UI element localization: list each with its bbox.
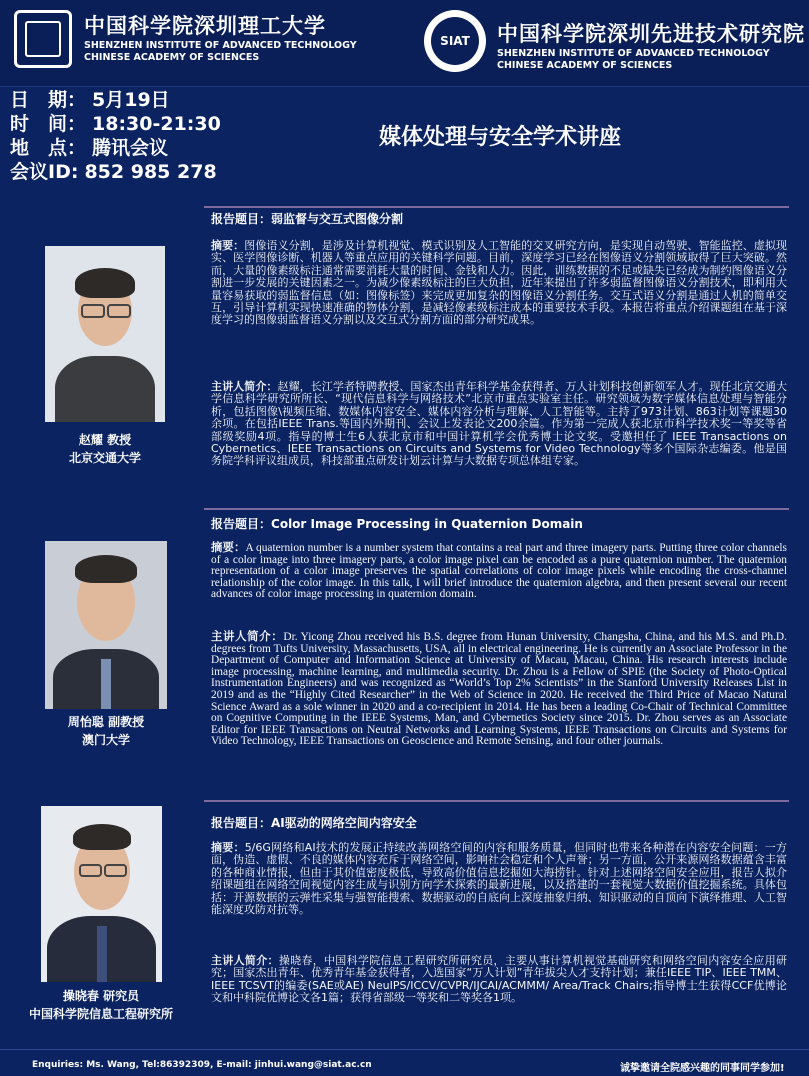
time-value: 18:30-21:30	[92, 113, 221, 135]
speaker3-caption	[11, 987, 191, 1023]
header	[0, 0, 809, 87]
abstract-text: A quaternion number is a number system that contains a real part and three imagery parts. Putting three color channels of a color image into three imagery parts, a color image pixel can be encoded as a pure quaternion number. The quaternion representation of a color image preserves the spatial correlations of color image pixels while encoding the cross-channel relationship of the color image. In this talk, I will brief introduce the quaternion algebra, and then present several our recent advances of color image processing in quaternion domain.	[211, 542, 787, 601]
talk1-abstract	[211, 240, 787, 327]
right-org-en2: CHINESE ACADEMY OF SCIENCES	[497, 60, 673, 71]
footer	[0, 1049, 809, 1076]
topic-label: 报告题目：	[211, 212, 272, 226]
bio-text: 赵耀，长江学者特聘教授、国家杰出青年科学基金获得者、万人计划科技创新领军人才。现任北京交通大学信息科学研究所所长、“现代信息科学与网络技术”北京市重点实验室主任。研究领域为数字媒体信息处理与智能分析，包括图像\视频压缩、数媒体内容安全、媒体内容分析与理解、人工智能等。主持了973计划、863计划等课题30余项。在包括IEEE Trans.等国内外期刊、会议上发表论文200余篇。作为第一完成人获北京市科学技术奖一等奖等省部级奖励4项。指导的博士生6人获北京市和中国计算机学会优秀博士论文奖。受邀担任了 IEEE Transactions on Cybernetics、IEEE Transactions on Circuits and Systems for Video Technology等多个国际杂志编委。他是国务院学科评议组成员，科技部重点研发计划云计算与大数据专项总体组专家。	[211, 380, 788, 468]
speaker2-caption	[45, 713, 167, 749]
meeting-id-value: 852 985 278	[84, 161, 217, 183]
date-label: 日 期：	[10, 89, 87, 111]
topic-text: AI驱动的网络空间内容安全	[271, 816, 417, 830]
speaker2-photo	[45, 541, 167, 709]
talk2-topic	[211, 515, 583, 532]
section-divider	[204, 800, 789, 802]
place-label: 地 点：	[10, 137, 87, 159]
left-org-en1: SHENZHEN INSTITUTE OF ADVANCED TECHNOLOGY	[84, 40, 357, 51]
place-value: 腾讯会议	[92, 137, 169, 159]
siat-logo-icon	[424, 10, 486, 72]
abstract-label: 摘要：	[211, 841, 245, 854]
speaker-org: 中国科学院信息工程研究所	[28, 1007, 173, 1021]
left-org-en2: CHINESE ACADEMY OF SCIENCES	[84, 52, 260, 63]
time-label: 时 间：	[10, 113, 87, 135]
right-org-en1: SHENZHEN INSTITUTE OF ADVANCED TECHNOLOGY	[497, 48, 770, 59]
section-divider	[204, 508, 789, 510]
speaker-name: 赵耀 教授	[78, 433, 132, 447]
abstract-text: 图像语义分割，是涉及计算机视觉、模式识别及人工智能的交叉研究方向，是实现自动驾驶、智能监控、虚拟现实、医学图像诊断、机器人等重点应用的关键科学问题。目前，深度学习已经在图像语义分割领域取得了巨大突破。然而，大量的像素级标注通常需要消耗大量的时间、金钱和人力。因此，训练数据的不足或缺失已经成为制约图像语义分割进一步发展的关键因素之一。为减少像素级标注的巨大负担，近年来提出了许多弱监督图像语义分割技术，即利用大量容易获取的弱监督信息（如：图像标签）来完成更加复杂的图像语义分割任务。交互式语义分割是通过人机的简单交互，引导计算机实现快速准确的物体分割，是减轻像素级标注成本的重要技术手段。本报告将重点介绍课题组在基于深度学习的图像弱监督语义分割以及交互式分割方面的部分研究成果。	[211, 239, 788, 327]
date-value: 5月19日	[92, 89, 170, 111]
talk3-bio	[211, 955, 787, 1005]
abstract-label: 摘要：	[211, 239, 245, 252]
topic-label: 报告题目：	[211, 517, 272, 531]
meeting-id-row	[10, 160, 280, 184]
invite-text: 诚挚邀请全院感兴趣的同事同学参加!	[620, 1063, 785, 1074]
page-title: 媒体处理与安全学术讲座	[378, 125, 621, 150]
bio-text: Dr. Yicong Zhou received his B.S. degree from Hunan University, Changsha, China, and his M.S. and Ph.D. degrees from Tufts University, Massachusetts, USA, all in electrical engineering. He is currently an Associate Professor in the Department of Computer and Information Science at University of Macau, Macau, China. His research interests include image processing, machine learning, and multimedia security. Dr. Zhou is a Fellow of SPIE (the Society of Photo-Optical Instrumentation Engineers) and was recognized as “World’s Top 2% Scientists” in the Stanford University Releases List in 2019 and as the “Highly Cited Researcher” in the Web of Science in 2020. He received the Third Price of Macao Natural Science Award as a sole winner in 2020 and a co-recipient in 2014. He has been a leading Co-Chair of Technical Committee on Cognitive Computing in the IEEE Systems, Man, and Cybernetics Society since 2015. Dr. Zhou serves as an Associate Editor for IEEE Transactions on Neutral Networks and Learning Systems, IEEE Transactions on Circuits and Systems for Video Technology, IEEE Transactions on Geoscience and Remote Sensing, and four other journals.	[211, 631, 787, 748]
topic-text: Color Image Processing in Quaternion Domain	[271, 517, 583, 531]
speaker1-caption	[45, 431, 165, 467]
talk3-abstract	[211, 842, 787, 916]
speaker1-photo	[45, 246, 165, 422]
topic-text: 弱监督与交互式图像分割	[271, 212, 404, 226]
siat-logo-text: SIAT	[431, 17, 479, 65]
date-row	[10, 88, 280, 112]
speaker3-photo	[41, 806, 162, 982]
speaker-org: 澳门大学	[81, 733, 130, 747]
bio-label: 主讲人简介：	[211, 380, 278, 393]
abstract-label: 摘要：	[211, 542, 246, 554]
enquiries-text: Enquiries: Ms. Wang, Tel:86392309, E-mail: jinhui.wang@siat.ac.cn	[32, 1060, 372, 1070]
speaker-name: 周怡聪 副教授	[67, 715, 145, 729]
speaker-name: 操晓春 研究员	[62, 989, 140, 1003]
abstract-text: 5/6G网络和AI技术的发展正持续改善网络空间的内容和服务质量，但同时也带来各种潜在内容安全问题：一方面，伪造、虚假、不良的媒体内容充斥于网络空间，影响社会稳定和个人声誉；另一方面，公开来源网络数据蕴含丰富的各种商业情报，但由于其价值密度极低，导致高价值信息挖掘如大海捞针。针对上述网络空间安全应用，报告人拟介绍课题组在网络空间视觉内容生成与识别方向学术探索的最新进展，以及搭建的一套视觉大数据价值挖掘系统。具体包括：开源数据的云弹性采集与强智能搜索、数据驱动的自底向上深度抽象归纳、知识驱动的自顶向下演绎推理、人工智能深度攻防对抗等。	[211, 841, 788, 917]
bio-label: 主讲人简介：	[211, 954, 279, 967]
talk1-bio	[211, 381, 787, 468]
talk2-abstract	[211, 543, 787, 601]
topic-label: 报告题目：	[211, 816, 272, 830]
left-org-cn: 中国科学院深圳理工大学	[84, 14, 326, 38]
section-divider	[204, 206, 789, 208]
bio-label: 主讲人简介：	[211, 631, 284, 643]
speaker-org: 北京交通大学	[68, 451, 141, 465]
talk1-topic	[211, 210, 403, 227]
meeting-id-label: 会议ID:	[10, 161, 79, 183]
talk2-bio	[211, 632, 787, 748]
talk3-topic	[211, 814, 417, 831]
right-org-cn: 中国科学院深圳先进技术研究院	[497, 22, 805, 46]
university-logo-icon	[14, 10, 72, 68]
right-org	[497, 18, 805, 72]
bio-text: 操晓春，中国科学院信息工程研究所研究员，主要从事计算机视觉基础研究和网络空间内容安全应用研究；国家杰出青年、优秀青年基金获得者，入选国家“万人计划”青年拔尖人才支持计划；兼任IEEE TIP、IEEE TMM、IEEE TCSVT的编委(SAE或AE) NeuIPS/ICCV/CVPR/IJCAI/ACMMM/ Area/Track Chairs;指导博士生获得CCF优博论文和中科院优博论文各1篇；获得省部级一等奖和二等奖各1项。	[211, 954, 788, 1005]
left-org	[84, 10, 357, 64]
